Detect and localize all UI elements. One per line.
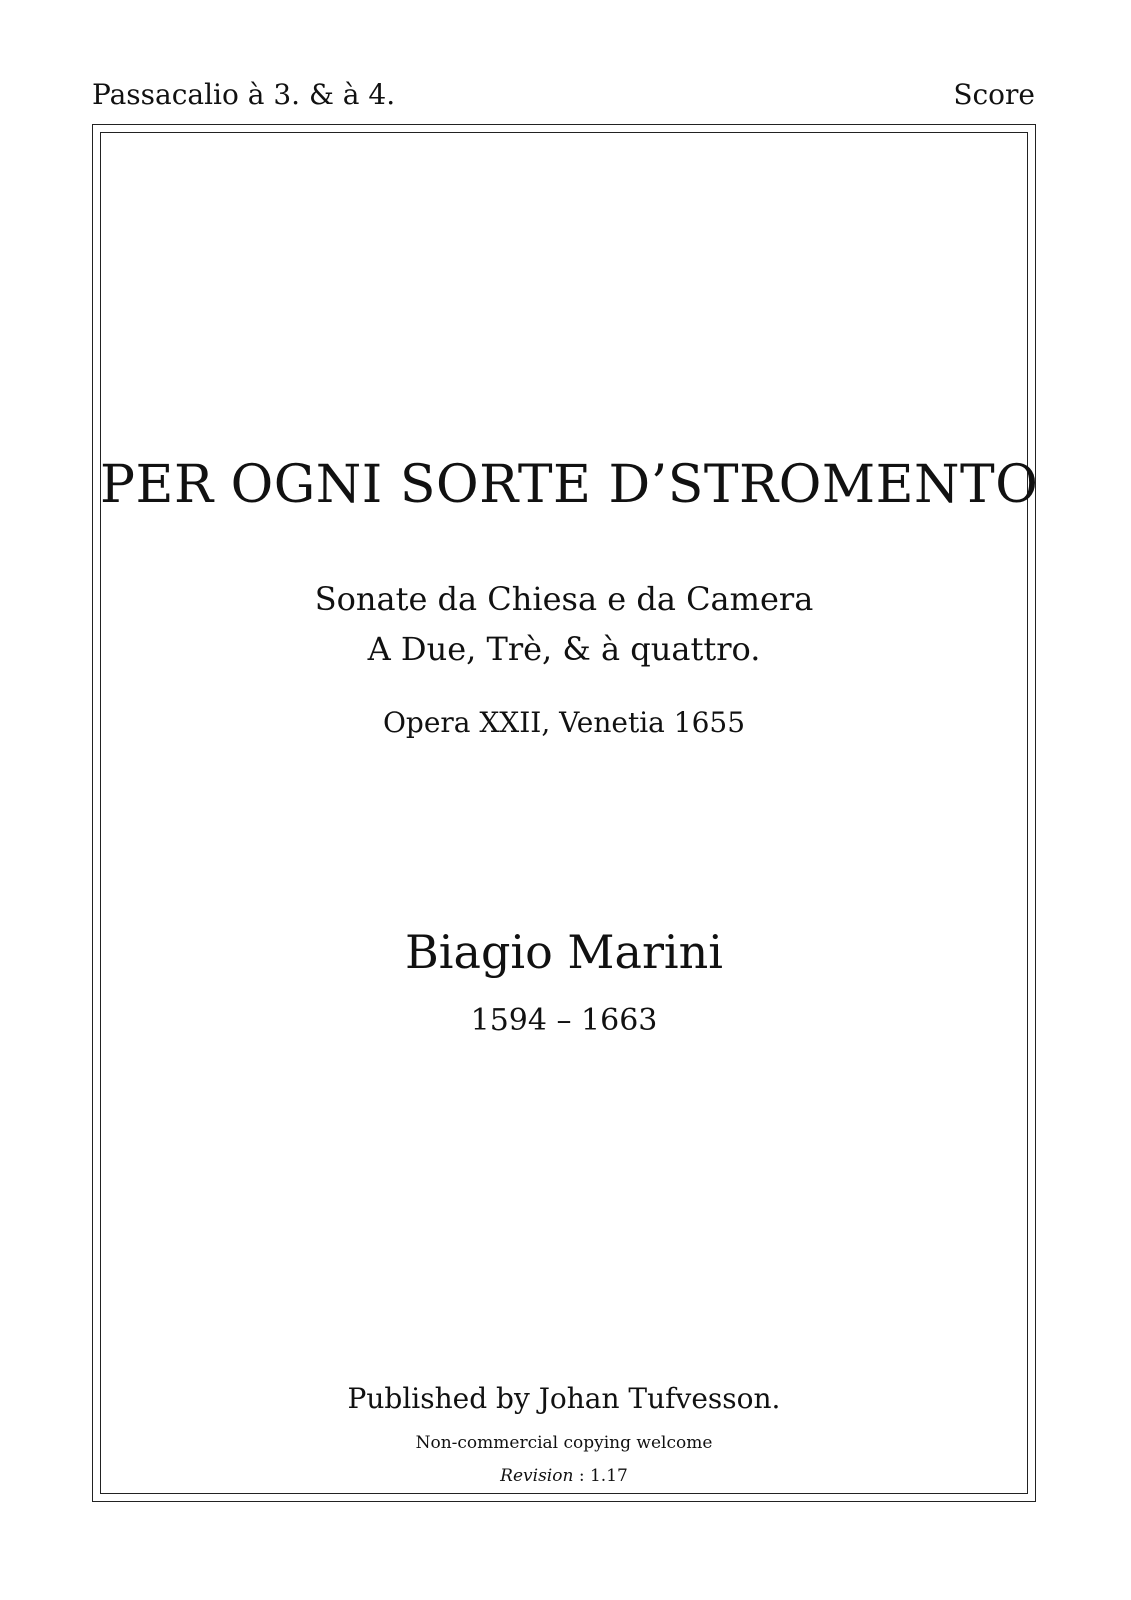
page-header-left: Passacalio à 3. & à 4.	[92, 78, 396, 111]
revision-label: Revision	[500, 1466, 574, 1486]
subtitle-line-2: A Due, Trè, & à quattro.	[367, 630, 761, 668]
page-header-right: Score	[953, 78, 1035, 111]
composer-dates: 1594 – 1663	[470, 1003, 658, 1038]
revision-value: 1.17	[589, 1466, 628, 1486]
page-frame-inner	[100, 132, 1039, 1494]
collection-title: PER OGNI SORTE D’STROMENTO	[100, 455, 1039, 515]
composer-name: Biagio Marini	[405, 925, 723, 979]
revision-line	[100, 1465, 1028, 1487]
opus-info: Opera XXII, Venetia 1655	[382, 706, 746, 739]
subtitle-line-1: Sonate da Chiesa e da Camera	[314, 580, 814, 618]
revision-separator: :	[573, 1466, 590, 1486]
publisher-line: Published by Johan Tufvesson.	[347, 1382, 781, 1415]
copying-notice: Non-commercial copying welcome	[415, 1433, 713, 1453]
